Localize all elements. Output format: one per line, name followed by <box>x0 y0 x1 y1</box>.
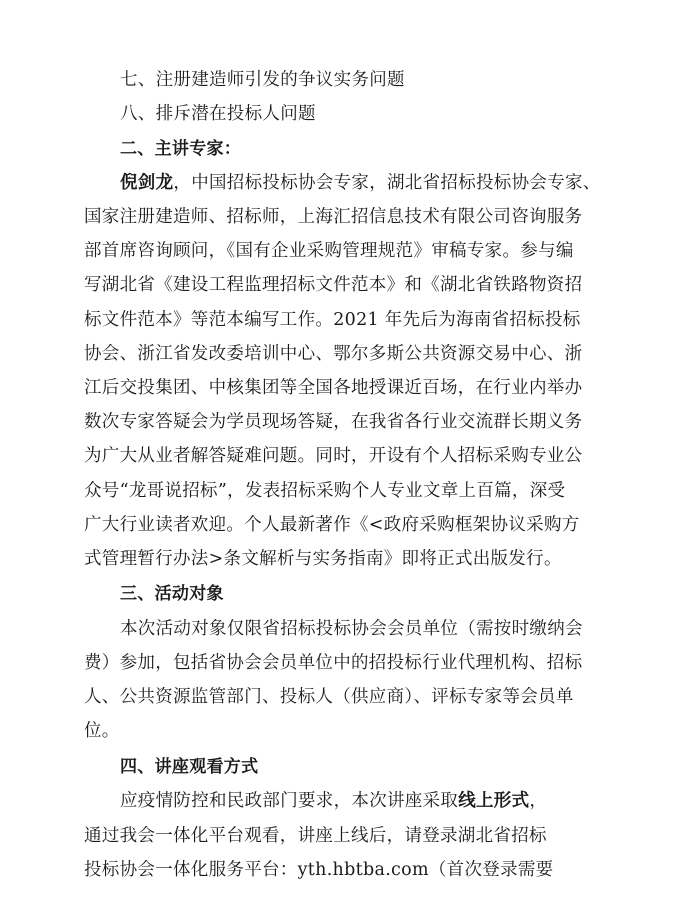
bio-line: 江后交投集团、中核集团等全国各地授课近百场，在行业内举办 <box>84 378 583 398</box>
section-heading-experts: 二、主讲专家： <box>120 139 242 159</box>
bio-line: 写湖北省《建设工程监理招标文件范本》和《湖北省铁路物资招 <box>84 275 583 295</box>
bio-line: 协会、浙江省发改委培训中心、鄂尔多斯公共资源交易中心、浙 <box>84 344 583 364</box>
expert-name: 倪剑龙 <box>120 173 174 193</box>
list-item-8: 八、排斥潜在投标人问题 <box>120 104 316 124</box>
bio-line: 为广大从业者解答疑难问题。同时，开设有个人招标采购专业公 <box>84 446 583 466</box>
audience-line: 费）参加，包括省协会会员单位中的招投标行业代理机构、招标 <box>84 653 583 673</box>
audience-line: 本次活动对象仅限省招标投标协会会员单位（需按时缴纳会 <box>120 619 583 639</box>
bio-line: 数次专家答疑会为学员现场答疑，在我省各行业交流群长期义务 <box>84 412 583 432</box>
online-format-emphasis: 线上形式 <box>458 791 530 811</box>
viewing-text: 应疫情防控和民政部门要求，本次讲座采取 <box>120 791 459 811</box>
bio-line: 标文件范本》等范本编写工作。2021 年先后为海南省招标投标 <box>84 310 581 330</box>
bio-line: 部首席咨询顾问，《国有企业采购管理规范》审稿专家。参与编 <box>84 241 574 261</box>
list-item-7: 七、注册建造师引发的争议实务问题 <box>120 70 405 90</box>
bio-line: 式管理暂行办法>条文解析与实务指南》即将正式出版发行。 <box>84 549 562 569</box>
bio-line: 国家注册建造师、招标师，上海汇招信息技术有限公司咨询服务 <box>84 207 583 227</box>
viewing-line: 通过我会一体化平台观看，讲座上线后，请登录湖北省招标 <box>84 826 547 846</box>
viewing-first-line <box>120 790 640 812</box>
viewing-text: ， <box>529 791 548 811</box>
bio-line: 众号“龙哥说招标”，发表招标采购个人专业文章上百篇，深受 <box>84 481 566 501</box>
expert-bio-first-line <box>120 172 640 194</box>
viewing-line: 投标协会一体化服务平台：yth.hbtba.com（首次登录需要 <box>84 860 554 880</box>
section-heading-audience: 三、活动对象 <box>120 584 224 604</box>
bio-line: 广大行业读者欢迎。个人最新著作《<政府采购框架协议采购方 <box>84 515 580 535</box>
section-heading-viewing: 四、讲座观看方式 <box>120 757 259 777</box>
audience-line: 人、公共资源监管部门、投标人（供应商）、评标专家等会员单 <box>84 687 574 707</box>
bio-line: ，中国招标投标协会专家，湖北省招标投标协会专家、 <box>173 173 601 193</box>
audience-line: 位。 <box>84 721 120 741</box>
